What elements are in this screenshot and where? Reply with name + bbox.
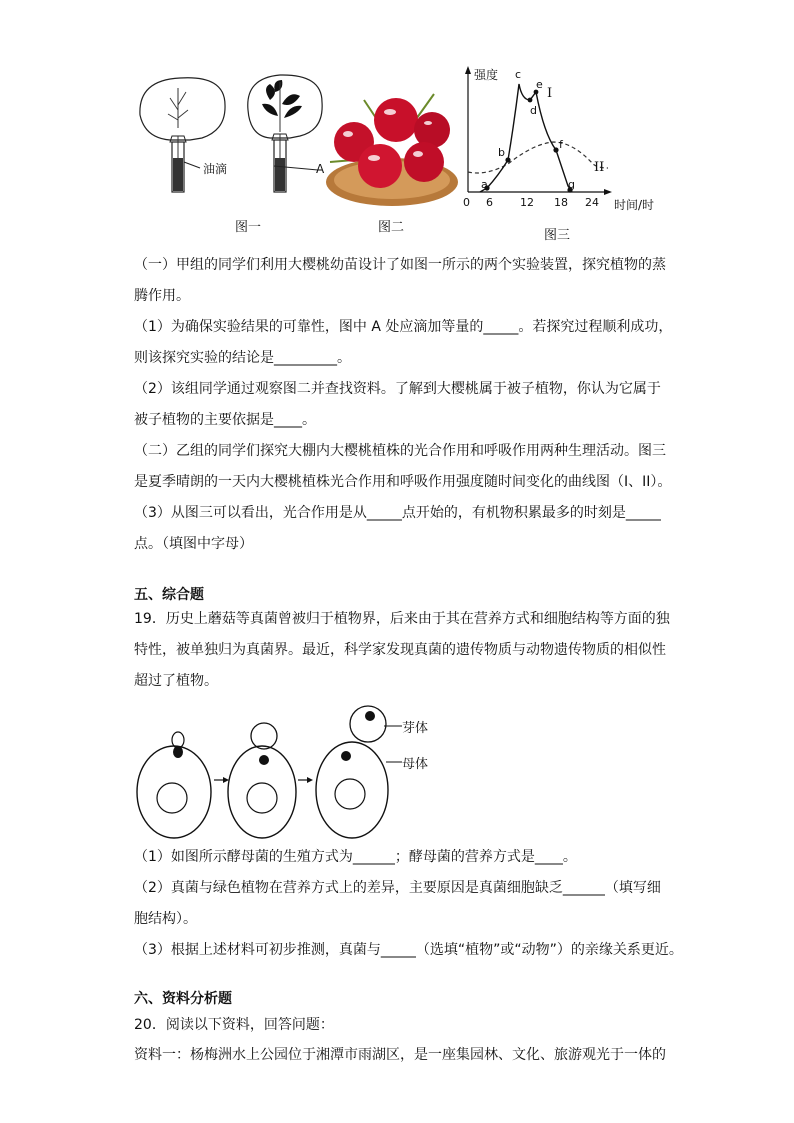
curve-ii-label: II <box>594 160 605 175</box>
point-g: g <box>568 178 575 191</box>
point-f: f <box>559 138 563 151</box>
part2-intro-line2: 是夏季晴朗的一天内大樱桃植株光合作用和呼吸作用强度随时间变化的曲线图（I、II）。 <box>134 474 672 490</box>
question-19-2-line1: （2）真菌与绿色植物在营养方式上的差异，主要原因是真菌细胞缺乏______（填写细 <box>134 880 661 896</box>
material-1-line1: 资料一：杨梅洲水上公园位于湘潭市雨湖区，是一座集园林、文化、旅游观光于一体的 <box>134 1047 666 1063</box>
figure-1 <box>130 70 330 210</box>
chart-tick-0: 0 <box>463 196 470 209</box>
question-19-line1: 19．历史上蘑菇等真菌曾被归于植物界，后来由于其在营养方式和细胞结构等方面的独 <box>134 611 670 627</box>
point-a: a <box>481 178 488 191</box>
question-19-2-line2: 胞结构）。 <box>134 911 197 927</box>
yeast-budding-drawing <box>134 700 444 840</box>
question-19-line3: 超过了植物。 <box>134 673 218 689</box>
chart-tick-6: 6 <box>486 196 493 209</box>
point-b: b <box>498 146 505 159</box>
label-bud: 芽体 <box>402 721 429 736</box>
chart-tick-18: 18 <box>554 196 568 209</box>
point-e: e <box>536 78 543 91</box>
label-oil-drop: 油滴 <box>203 162 228 176</box>
yeast-figure <box>134 700 444 840</box>
figure-2 <box>324 90 462 208</box>
question-19-line2: 特性，被单独归为真菌界。最近，科学家发现真菌的遗传物质与动物遗传物质的相似性 <box>134 642 666 658</box>
part2-intro-line1: （二）乙组的同学们探究大棚内大樱桃植株的光合作用和呼吸作用两种生理活动。图三 <box>134 443 666 459</box>
question-19-1: （1）如图所示酵母菌的生殖方式为______；酵母菌的营养方式是____。 <box>134 849 577 865</box>
point-d: d <box>530 104 537 117</box>
label-a: A <box>316 162 325 176</box>
figure-1-caption: 图一 <box>235 220 262 235</box>
part1-intro-line2: 腾作用。 <box>134 288 190 304</box>
part1-intro-line1: （一）甲组的同学们利用大樱桃幼苗设计了如图一所示的两个实验装置，探究植物的蒸 <box>134 257 666 273</box>
question-19-3: （3）根据上述材料可初步推测，真菌与_____（选填“植物”或“动物”）的亲缘关系更近。 <box>134 942 683 958</box>
figure-3-caption: 图三 <box>544 228 571 243</box>
chart-xlabel: 时间/时 <box>614 198 655 212</box>
chart-tick-12: 12 <box>520 196 534 209</box>
question-20: 20．阅读以下资料，回答问题： <box>134 1017 334 1033</box>
label-mother: 母体 <box>402 757 429 772</box>
question-2-line1: （2）该组同学通过观察图二并查找资料。了解到大樱桃属于被子植物，你认为它属于 <box>134 381 661 397</box>
question-1-line1: （1）为确保实验结果的可靠性，图中 A 处应滴加等量的_____。若探究过程顺利成功， <box>134 319 673 335</box>
figure-2-caption: 图二 <box>378 220 405 235</box>
question-3-line2: 点。（填图中字母） <box>134 536 253 552</box>
question-2-line2: 被子植物的主要依据是____。 <box>134 412 316 428</box>
cherry-photo <box>324 90 462 208</box>
section-6-heading: 六、资料分析题 <box>134 991 232 1007</box>
chart-tick-24: 24 <box>585 196 599 209</box>
point-c: c <box>515 68 522 81</box>
curve-i-label: I <box>547 86 553 101</box>
figure-3-chart <box>458 64 668 244</box>
figure-3 <box>458 64 668 244</box>
chart-ylabel: 强度 <box>474 68 499 82</box>
question-3-line1: （3）从图三可以看出，光合作用是从_____点开始的，有机物积累最多的时刻是_____ <box>134 505 661 521</box>
section-5-heading: 五、综合题 <box>134 587 204 603</box>
question-1-line2: 则该探究实验的结论是_________。 <box>134 350 351 366</box>
figure-1-drawing <box>130 70 330 210</box>
